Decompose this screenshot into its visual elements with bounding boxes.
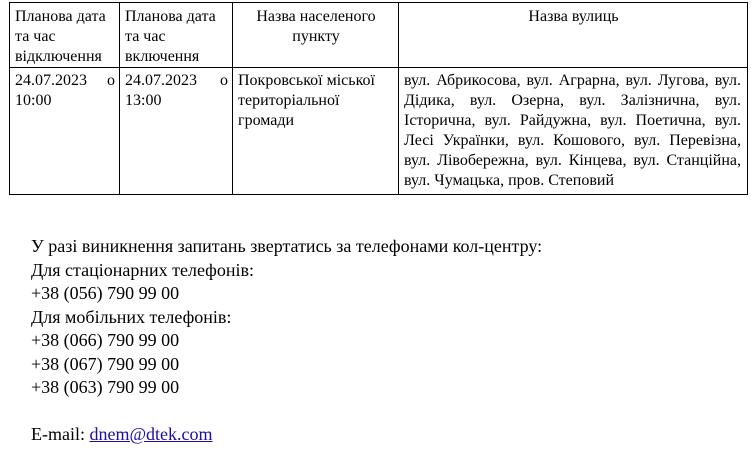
cell-off-time: 24.07.2023 о 10:00 [10, 68, 120, 195]
cell-settlement: Покровської міської територіальної громади [233, 68, 399, 195]
cell-on-time: 24.07.2023 о 13:00 [120, 68, 233, 195]
email-link[interactable]: dnem@dtek.com [89, 423, 213, 444]
contacts-intro: У разі виникнення запитань звертатись за телефонами кол-центру: [31, 236, 543, 256]
email-line [31, 423, 542, 447]
header-off-time: Планова дата та час відключення [10, 3, 120, 68]
contacts-block [31, 235, 542, 446]
table-header-row [10, 3, 748, 68]
header-streets: Назва вулиць [399, 3, 748, 68]
table-row [10, 68, 748, 195]
mobile-phone: +38 (066) 790 99 00 [31, 330, 180, 350]
landline-phone: +38 (056) 790 99 00 [31, 283, 180, 303]
mobile-phone: +38 (067) 790 99 00 [31, 353, 180, 374]
outage-schedule-table [9, 2, 748, 195]
header-settlement: Назва населеного пункту [233, 3, 399, 68]
spacer [31, 400, 542, 423]
landline-label: Для стаціонарних телефонів: [31, 259, 254, 280]
email-label: E-mail: [31, 423, 85, 444]
mobile-label: Для мобільних телефонів: [31, 306, 232, 327]
mobile-phone: +38 (063) 790 99 00 [31, 377, 180, 397]
cell-streets: вул. Абрикосова, вул. Аграрна, вул. Лугова, вул. Дідика, вул. Озерна, вул. Залізнична, вул. Історична, вул. Райдужна, вул. Поетична, вул. Лесі Українки, вул. Кошового, вул. Перевізна, вул. Лівобережна, вул. Кінцева, вул. Станційна, вул. Чумацька, пров. Степовий [399, 68, 748, 195]
header-on-time: Планова дата та час включення [120, 3, 233, 68]
